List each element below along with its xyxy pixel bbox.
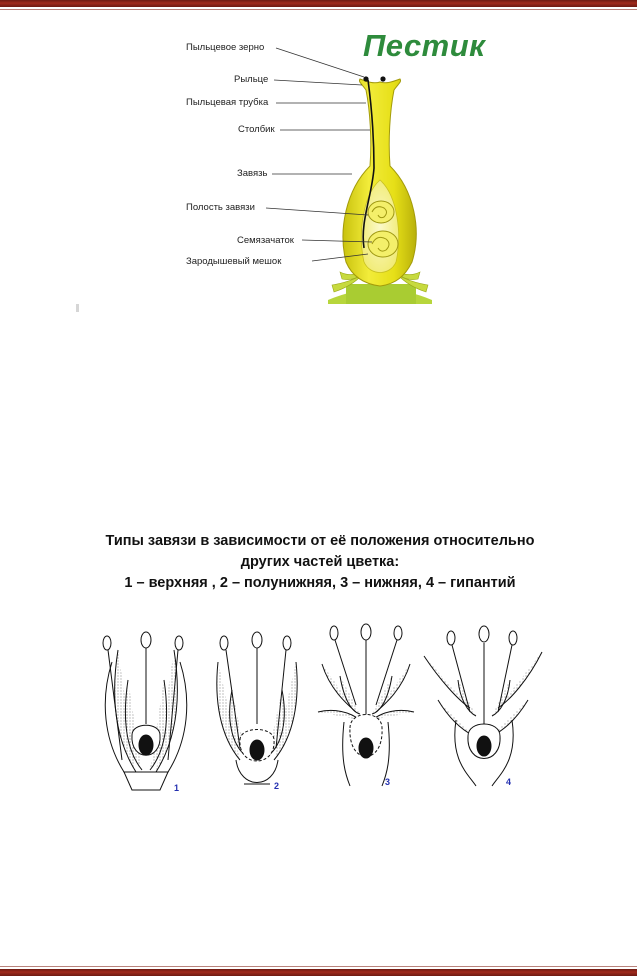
label-pollen-grain: Пыльцевое зерно	[186, 42, 265, 53]
label-ovary-cavity: Полость завязи	[186, 202, 255, 213]
caption-line-3: 1 – верхняя , 2 – полунижняя, 3 – нижняя, 4 – гипантий	[124, 575, 516, 591]
label-ovule: Семязачаток	[237, 235, 294, 246]
caption-line-2: других частей цветка:	[240, 554, 400, 570]
label-ovary: Завязь	[237, 168, 268, 179]
label-pollen-tube: Пыльцевая трубка	[186, 97, 269, 108]
figure-number-1: 1	[174, 783, 180, 793]
flower-inferior-ovary	[318, 624, 414, 786]
label-style: Столбик	[238, 124, 275, 135]
flower-hypanthium	[424, 626, 542, 786]
caption-line-1: Типы завязи в зависимости от её положения относительно	[105, 533, 535, 549]
pistil-title: Пестик	[363, 28, 486, 63]
label-embryo-sac: Зародышевый мешок	[186, 256, 282, 267]
flower-half-inferior-ovary	[217, 632, 297, 784]
figure-number-4: 4	[506, 777, 512, 787]
figure-number-3: 3	[385, 777, 391, 787]
figure-number-2: 2	[274, 781, 280, 791]
label-stigma: Рыльце	[234, 74, 269, 85]
flower-superior-ovary	[103, 632, 187, 790]
